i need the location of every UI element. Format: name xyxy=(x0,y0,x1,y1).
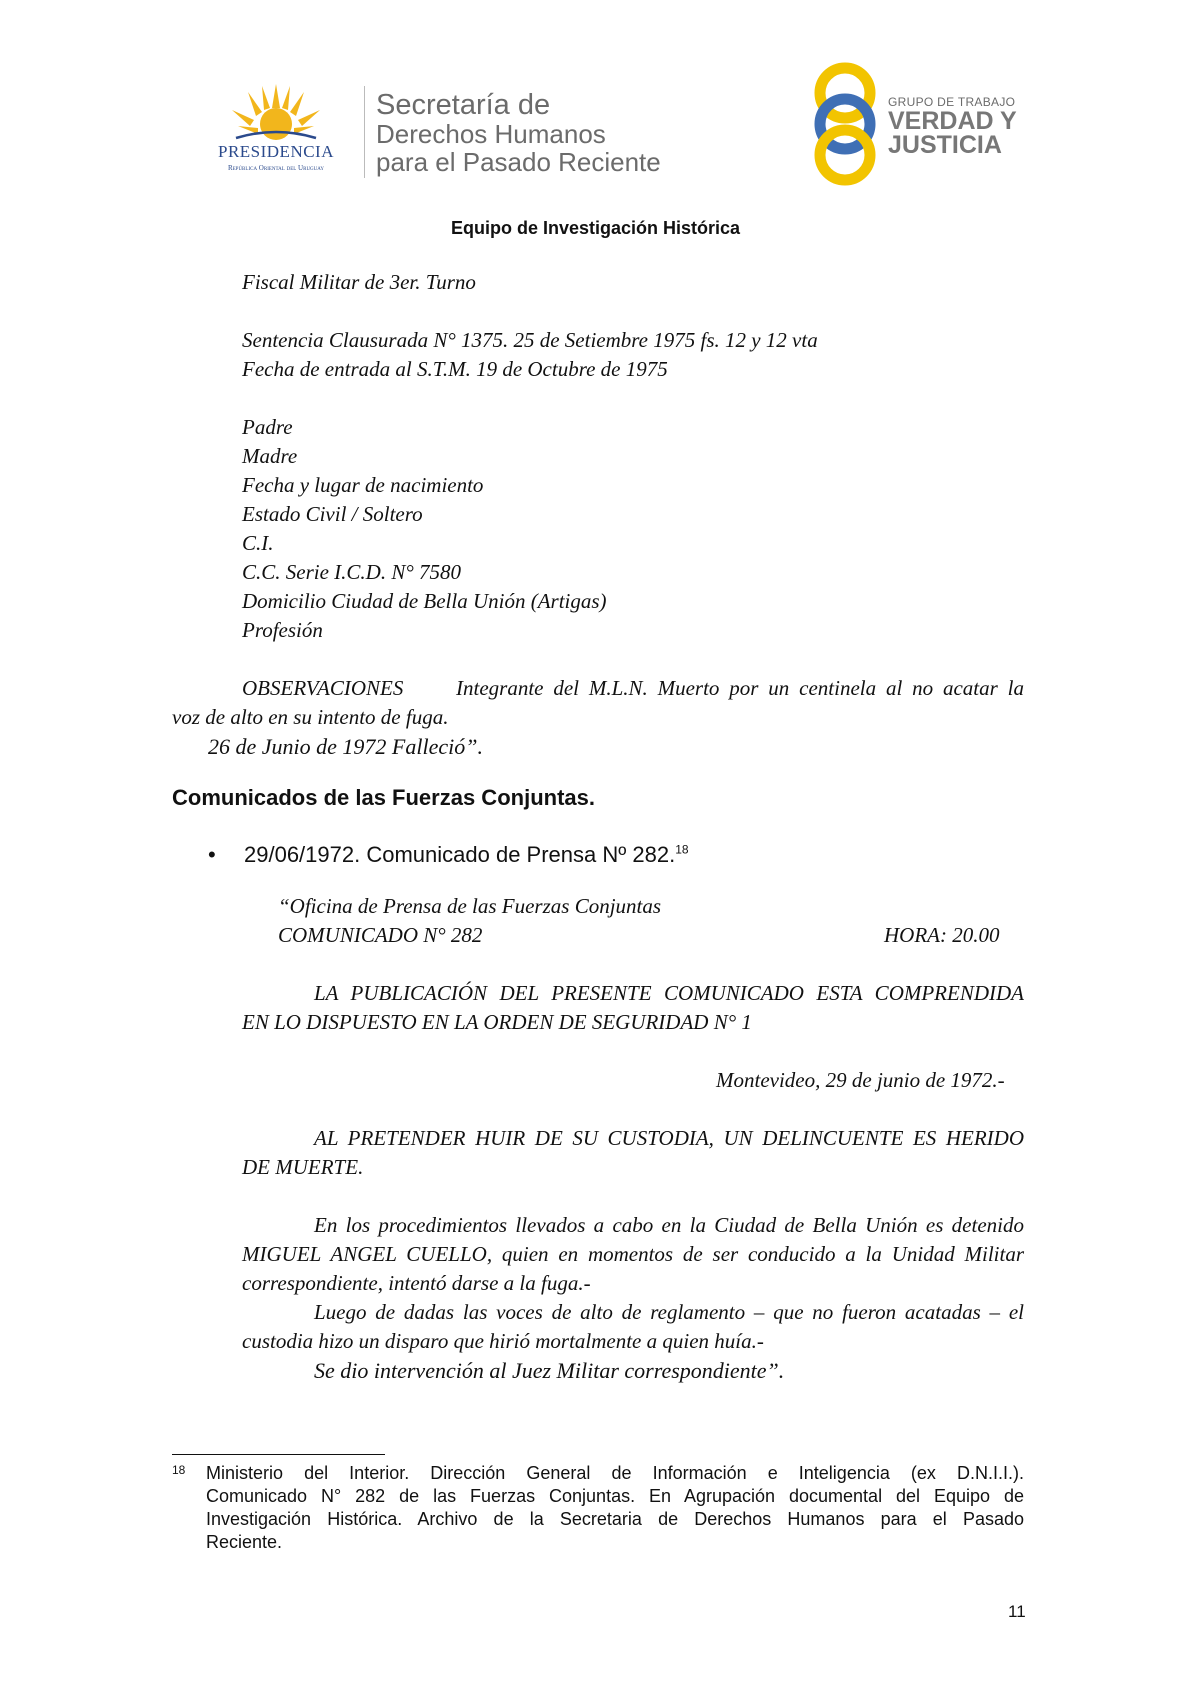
record-field: Estado Civil / Soltero xyxy=(242,502,423,526)
record-field: Fecha y lugar de nacimiento xyxy=(242,473,484,497)
footnote-separator xyxy=(172,1454,385,1455)
observaciones-label: OBSERVACIONES xyxy=(242,676,404,700)
record-fiscal: Fiscal Militar de 3er. Turno xyxy=(242,270,476,294)
secretaria-line2: Derechos Humanos xyxy=(376,119,606,149)
observaciones-text: Integrante del M.L.N. Muerto por un centinela al no acatar la xyxy=(456,676,1024,700)
presidencia-logo xyxy=(196,82,356,182)
bullet-text: 29/06/1972. Comunicado de Prensa Nº 282. xyxy=(244,842,676,867)
footnote-line: Comunicado N° 282 de las Fuerzas Conjuntas. En Agrupación documental del Equipo de xyxy=(206,1486,1024,1506)
record-field: Padre xyxy=(242,415,293,439)
bullet-symbol: • xyxy=(208,842,216,867)
communique-para3: Se dio intervención al Juez Militar correspondiente”. xyxy=(314,1358,785,1383)
rings-icon xyxy=(812,62,878,186)
record-field: C.I. xyxy=(242,531,274,555)
communique-para1-cont: MIGUEL ANGEL CUELLO, quien en momentos de ser conducido a la Unidad Militar xyxy=(242,1242,1024,1266)
record-field: Domicilio Ciudad de Bella Unión (Artigas) xyxy=(242,589,607,613)
communique-hora: HORA: 20.00 xyxy=(884,923,1000,947)
presidencia-title: PRESIDENCIA xyxy=(217,142,334,161)
secretaria-line3: para el Pasado Reciente xyxy=(376,147,661,177)
communique-para2-cont: custodia hizo un disparo que hirió mortalmente a quien huía.- xyxy=(242,1329,764,1353)
footnote-number: 18 xyxy=(172,1463,186,1477)
communique-headline: AL PRETENDER HUIR DE SU CUSTODIA, UN DELINCUENTE ES HERIDO xyxy=(314,1126,1024,1150)
observaciones-text-cont: voz de alto en su intento de fuga. xyxy=(172,705,449,729)
header xyxy=(0,0,1191,238)
footnote-text xyxy=(206,1462,1024,1554)
communique-para1: En los procedimientos llevados a cabo en la Ciudad de Bella Unión es detenido xyxy=(314,1213,1024,1237)
section-heading: Comunicados de las Fuerzas Conjuntas. xyxy=(172,785,595,810)
grupo-line2: VERDAD Y xyxy=(888,107,1017,135)
presidencia-subtitle: República Oriental del Uruguay xyxy=(227,164,325,172)
secretaria-line1: Secretaría de xyxy=(376,89,551,121)
communique-notice-cont: EN LO DISPUESTO EN LA ORDEN DE SEGURIDAD N° 1 xyxy=(242,1010,752,1034)
communique-headline-cont: DE MUERTE. xyxy=(242,1155,364,1179)
communique-office: “Oficina de Prensa de las Fuerzas Conjuntas xyxy=(278,894,662,918)
communique-notice: LA PUBLICACIÓN DEL PRESENTE COMUNICADO ESTA COMPRENDIDA xyxy=(314,981,1024,1005)
footnote-line: Ministerio del Interior. Dirección General de Información e Inteligencia (ex D.N.I.I.). xyxy=(206,1463,1024,1483)
bullet-item xyxy=(244,842,689,868)
grupo-line1: GRUPO DE TRABAJO xyxy=(888,95,1016,109)
secretaria-logo-text xyxy=(376,90,661,176)
footnote-line: Investigación Histórica. Archivo de la Secretaria de Derechos Humanos para el Pasado xyxy=(206,1509,1024,1529)
communique-para2: Luego de dadas las voces de alto de reglamento – que no fueron acatadas – el xyxy=(314,1300,1024,1324)
footnote-line: Reciente. xyxy=(206,1532,283,1552)
record-field: Profesión xyxy=(242,618,323,642)
record-fecha-entrada: Fecha de entrada al S.T.M. 19 de Octubre de 1975 xyxy=(242,357,668,381)
page-number: 11 xyxy=(1008,1602,1026,1621)
record-fallecio: 26 de Junio de 1972 Falleció”. xyxy=(208,734,483,759)
footnote-ref: 18 xyxy=(675,842,689,857)
communique-para1-end: correspondiente, intentó darse a la fuga.- xyxy=(242,1271,591,1295)
team-title: Equipo de Investigación Histórica xyxy=(450,218,741,238)
grupo-logo xyxy=(812,62,1032,192)
record-field: Madre xyxy=(242,444,298,468)
sun-icon xyxy=(196,82,356,142)
communique-place-date: Montevideo, 29 de junio de 1972.- xyxy=(716,1068,1005,1092)
grupo-line3: JUSTICIA xyxy=(888,131,1002,159)
communique-number: COMUNICADO N° 282 xyxy=(278,923,483,947)
record-field: C.C. Serie I.C.D. N° 7580 xyxy=(242,560,461,584)
header-divider xyxy=(364,86,365,178)
record-sentencia: Sentencia Clausurada N° 1375. 25 de Setiembre 1975 fs. 12 y 12 vta xyxy=(242,328,818,352)
